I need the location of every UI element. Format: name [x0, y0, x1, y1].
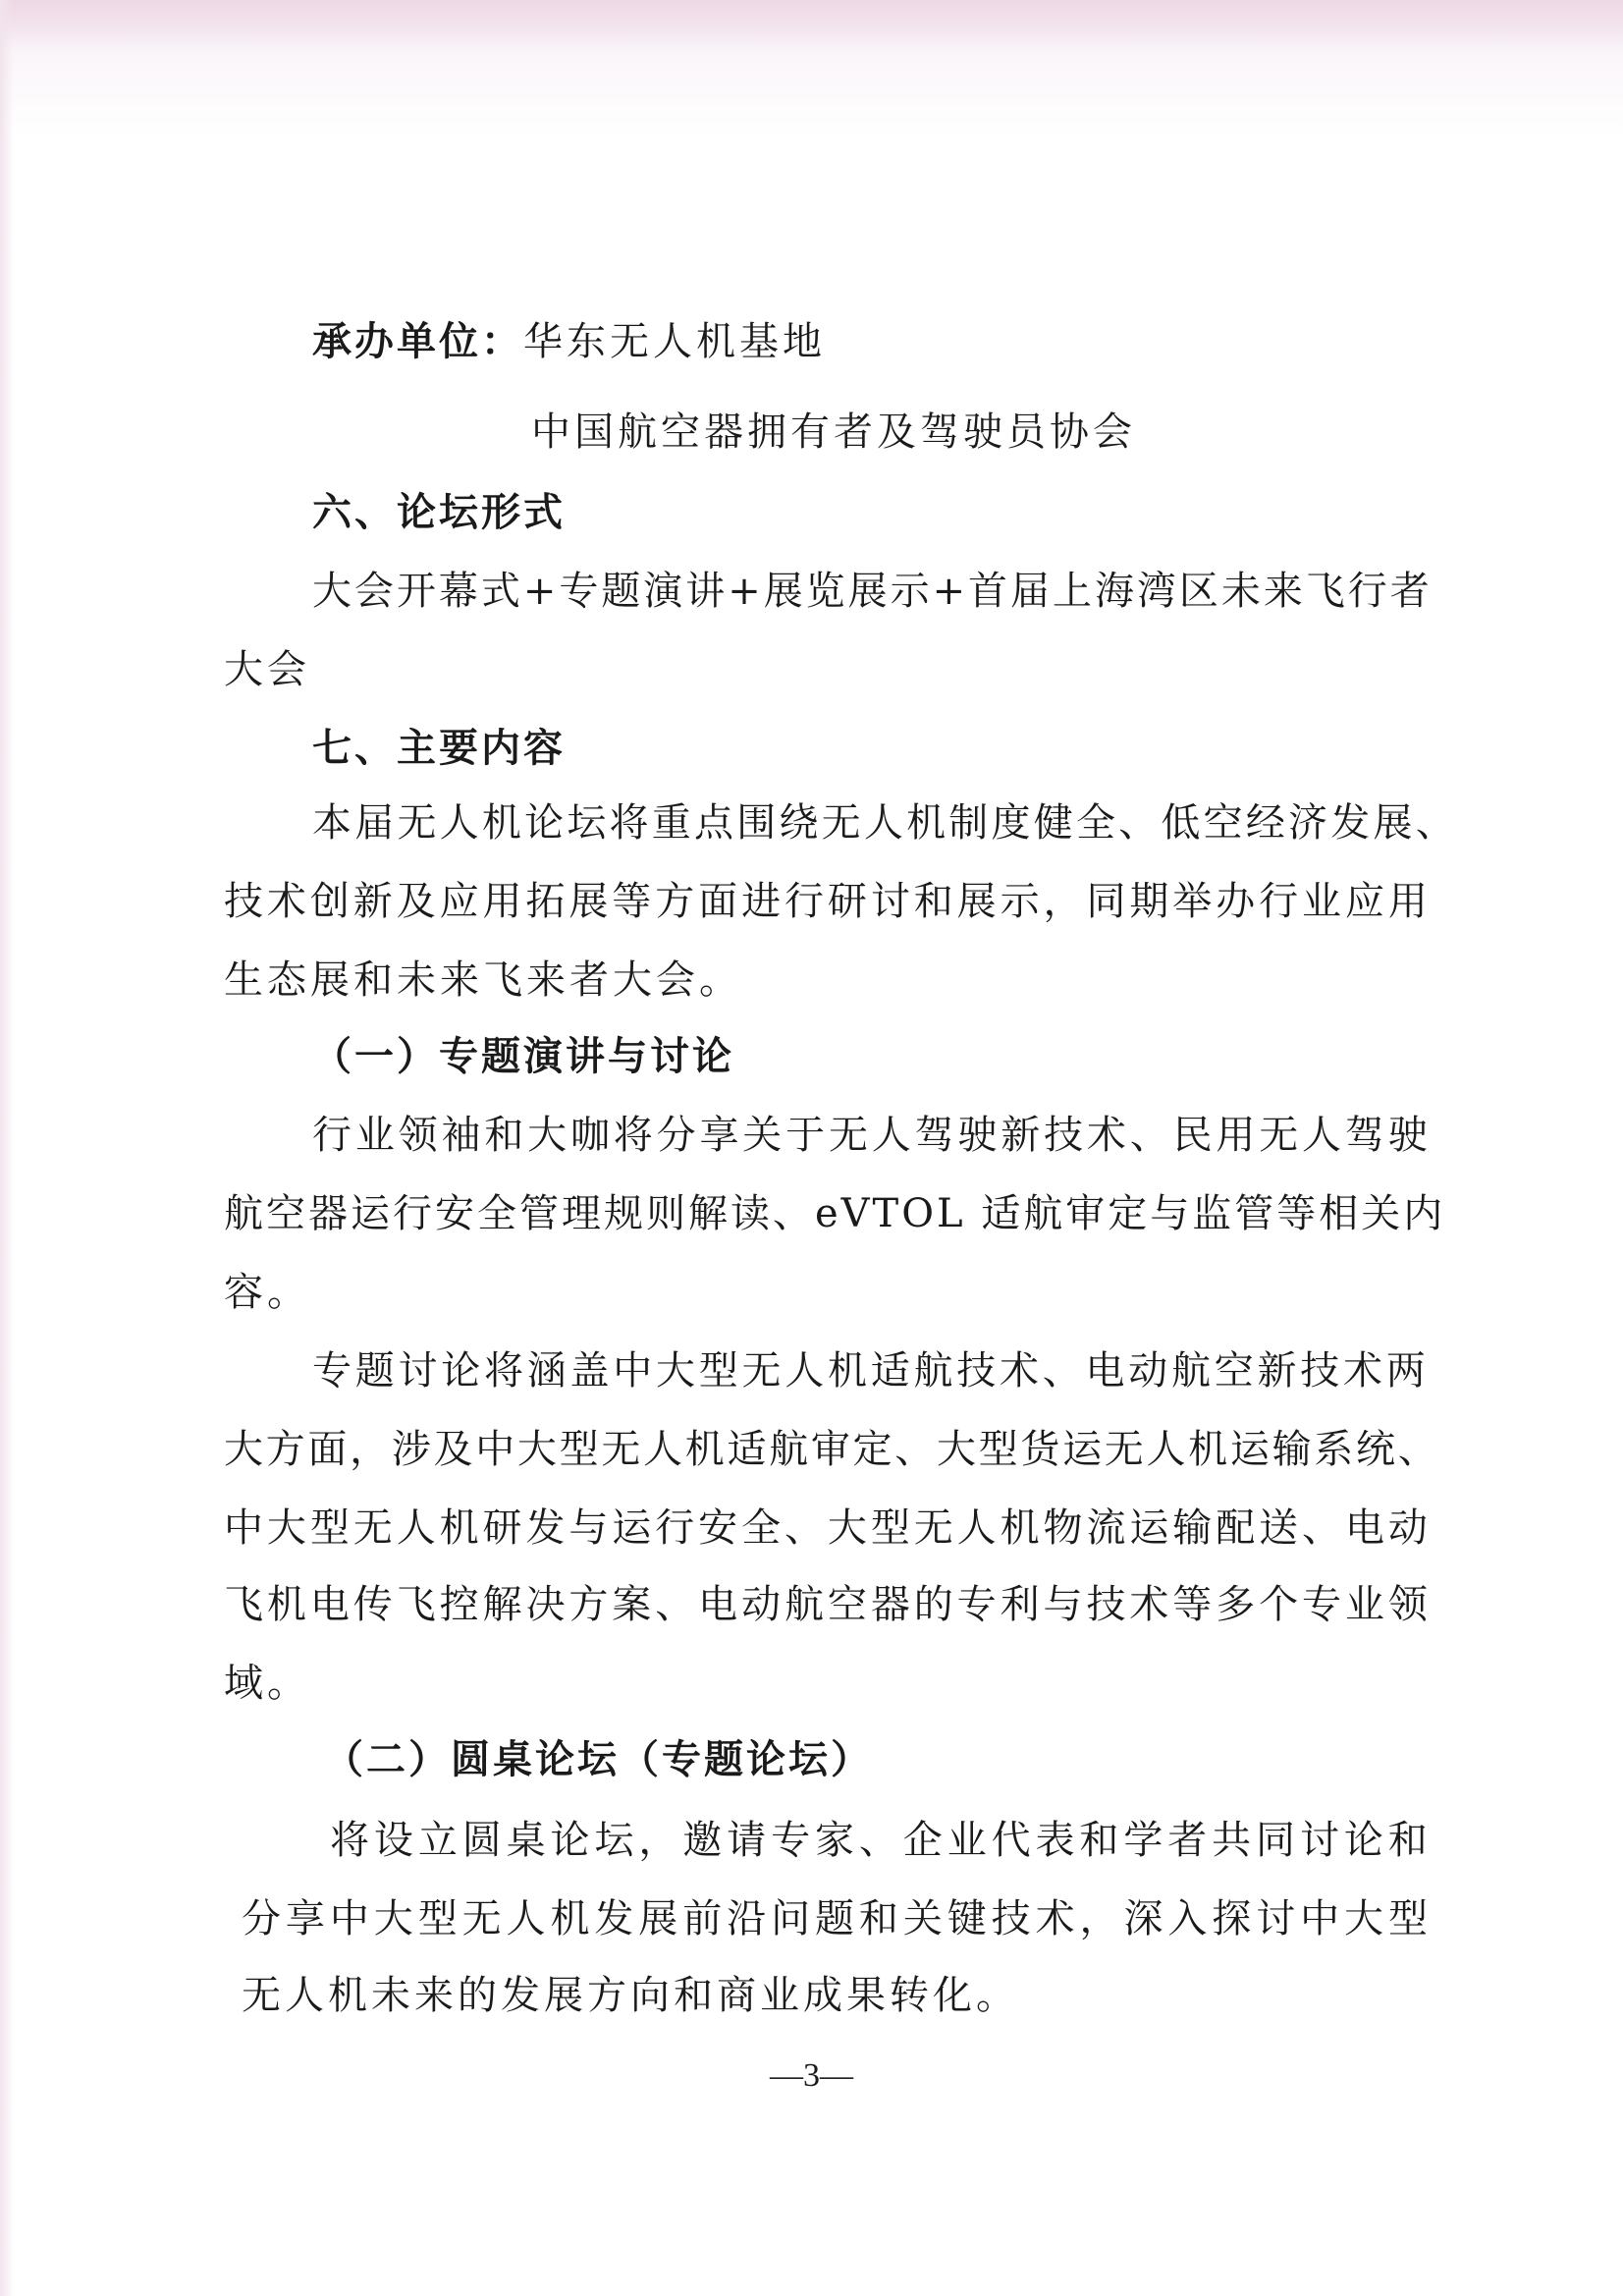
section6-line-1: 大 会 开 幕 式 + 专 题 演 讲 + 展 览 展 示 + 首 届 上 海 湾 区 未 来 飞 行 者	[312, 569, 1430, 614]
subsection1-para1-line-2: 航空器运行安全管理规则解读、eVTOL 适航审定与监管等相关内	[224, 1191, 1446, 1236]
organizer-name-1: 华东无人机基地	[523, 319, 826, 364]
subsection2-para1-line-2: 分 享 中 大 型 无 人 机 发 展 前 沿 问 题 和 关 键 技 术 ， 深 入 探 讨 中 大 型	[242, 1896, 1428, 1941]
section7-para1-line-1: 本 届 无 人 机 论 坛 将 重 点 围 绕 无 人 机 制 度 健 全 、 低 空 经 济 发 展 、	[312, 800, 1455, 846]
subsection1-para2-line-1: 专 题 讨 论 将 涵 盖 中 大 型 无 人 机 适 航 技 术 、 电 动 航 空 新 技 术 两	[312, 1348, 1426, 1394]
subsection2-heading: （二）圆桌论坛（专题论坛）	[324, 1737, 873, 1782]
subsection1-para2-line-3: 中 大 型 无 人 机 研 发 与 运 行 安 全 、 大 型 无 人 机 物 流 运 输 配 送 、 电 动	[224, 1505, 1428, 1551]
subsection1-para2-line-2: 大 方 面 ， 涉 及 中 大 型 无 人 机 适 航 审 定 、 大 型 货 运 无 人 机 运 输 系 统 、	[224, 1427, 1437, 1472]
paper-top-tint	[0, 0, 1623, 49]
subsection1-para1-line-3: 容。	[224, 1270, 310, 1315]
subsection1-heading: （一）专题演讲与讨论	[312, 1034, 734, 1079]
subsection1-para2-line-4: 飞 机 电 传 飞 控 解 决 方 案 、 电 动 航 空 器 的 专 利 与 技 术 等 多 个 专 业 领	[224, 1582, 1428, 1627]
page-number: —3—	[770, 2057, 853, 2094]
section6-line-2: 大会	[224, 647, 310, 692]
organizer-line-1	[312, 316, 826, 367]
subsection2-para1-line-1: 将 设 立 圆 桌 论 坛 ， 邀 请 专 家 、 企 业 代 表 和 学 者 共 同 讨 论 和	[330, 1818, 1428, 1863]
organizer-name-2: 中国航空器拥有者及驾驶员协会	[531, 410, 1136, 455]
section7-para1-line-3: 生态展和未来飞来者大会。	[224, 957, 742, 1003]
section7-para1-line-2: 技 术 创 新 及 应 用 拓 展 等 方 面 进 行 研 讨 和 展 示 ， 同 期 举 办 行 业 应 用	[224, 879, 1428, 924]
subsection2-para1-line-3: 无人机未来的发展方向和商业成果转化。	[242, 1973, 1019, 2018]
section6-heading: 六、论坛形式	[312, 490, 566, 535]
subsection1-para2-line-5: 域。	[224, 1661, 310, 1706]
paper-left-edge	[0, 0, 14, 2296]
organizer-label: 承办单位：	[312, 319, 523, 364]
section7-heading: 七、主要内容	[312, 726, 566, 771]
subsection1-para1-line-1: 行 业 领 袖 和 大 咖 将 分 享 关 于 无 人 驾 驶 新 技 术 、 民 用 无 人 驾 驶	[312, 1113, 1428, 1158]
